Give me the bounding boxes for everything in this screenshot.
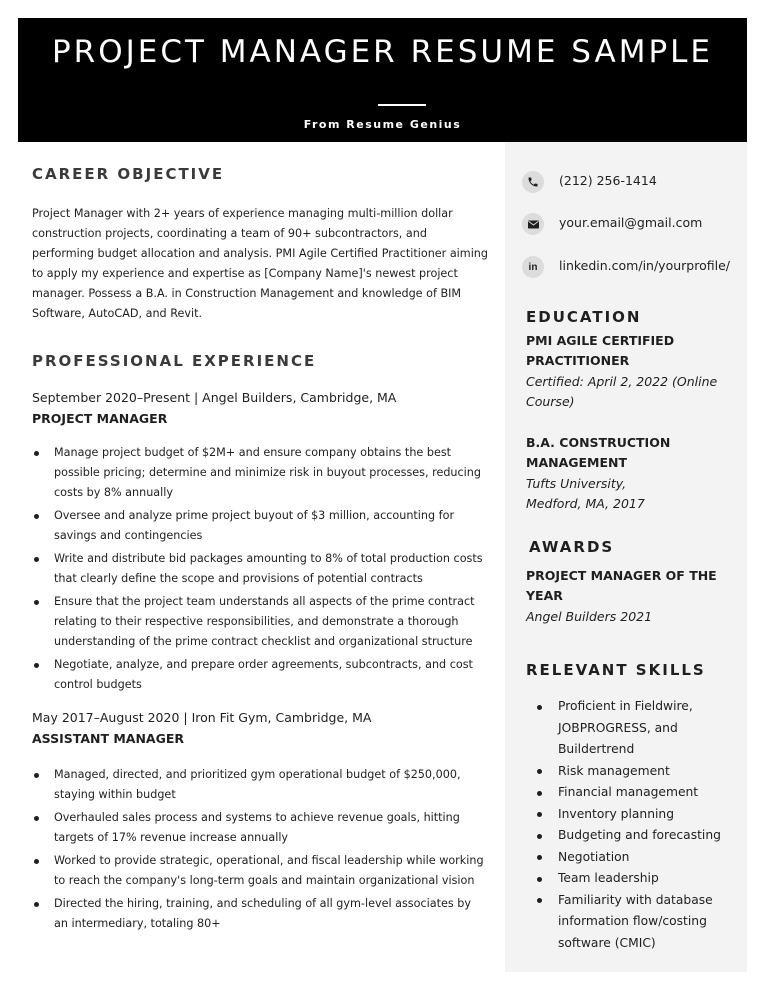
career-objective-text: Project Manager with 2+ years of experience managing multi-million dollar construction projects, coordinating a team of 90+ subcontractors, and performing budget allocation and analysis. PMI Agile Certified Practitioner aiming to apply my experience and expertise as [Company Name]'s newest project manager. Possess a B.A. in Construction Management and knowledge of BIM Software, AutoCAD, and Revit.: [32, 207, 488, 320]
job-bullets-assistant-manager: [32, 765, 484, 937]
education-detail: Tufts University, Medford, MA, 2017: [526, 476, 645, 511]
awards-heading: AWARDS: [529, 538, 615, 556]
relevant-skills-heading: RELEVANT SKILLS: [526, 661, 706, 679]
list-item: Team leadership: [532, 868, 742, 890]
phone-number: (212) 256-1414: [559, 173, 657, 188]
job-title: ASSISTANT MANAGER: [32, 731, 185, 746]
list-item: Directed the hiring, training, and scheduling of all gym-level associates by an intermediary, totaling 80+: [32, 894, 484, 934]
resume-subtitle: From Resume Genius: [303, 118, 462, 131]
list-item: Budgeting and forecasting: [532, 825, 742, 847]
job-title: PROJECT MANAGER: [32, 411, 168, 426]
list-item: Familiarity with database information flow/costing software (CMIC): [532, 890, 742, 955]
award-title: PROJECT MANAGER OF THE YEAR: [526, 568, 717, 603]
job-bullets-project-manager: [32, 443, 484, 698]
linkedin-icon: in: [522, 256, 544, 278]
education-detail: Certified: April 2, 2022 (Online Course): [526, 374, 718, 409]
job-meta: May 2017–August 2020 | Iron Fit Gym, Cambridge, MA: [32, 710, 372, 725]
resume-header: [18, 18, 747, 142]
phone-icon: [522, 171, 544, 193]
list-item: Risk management: [532, 761, 742, 783]
list-item: Manage project budget of $2M+ and ensure company obtains the best possible pricing; determine and minimize risk in buyout processes, reducing costs by 8% annually: [32, 443, 484, 503]
professional-experience-heading: PROFESSIONAL EXPERIENCE: [32, 352, 317, 370]
education-title: PMI AGILE CERTIFIED PRACTITIONER: [526, 333, 675, 368]
header-divider: [378, 104, 426, 106]
envelope-icon: [522, 213, 544, 235]
career-objective-heading: CAREER OBJECTIVE: [32, 165, 225, 183]
award-detail: Angel Builders 2021: [526, 609, 653, 624]
education-title: B.A. CONSTRUCTION MANAGEMENT: [526, 435, 671, 470]
list-item: Overhauled sales process and systems to achieve revenue goals, hitting targets of 17% revenue increase annually: [32, 808, 484, 848]
list-item: Financial management: [532, 782, 742, 804]
linkedin-url[interactable]: linkedin.com/in/yourprofile/: [559, 258, 730, 273]
list-item: Write and distribute bid packages amounting to 8% of total production costs that clearly define the scope and provisions of potential contracts: [32, 549, 484, 589]
email-address[interactable]: your.email@gmail.com: [559, 215, 703, 230]
list-item: Inventory planning: [532, 804, 742, 826]
list-item: Oversee and analyze prime project buyout of $3 million, accounting for savings and contingencies: [32, 506, 484, 546]
list-item: Negotiation: [532, 847, 742, 869]
resume-title: PROJECT MANAGER RESUME SAMPLE: [51, 34, 714, 70]
job-meta: September 2020–Present | Angel Builders, Cambridge, MA: [32, 390, 397, 405]
list-item: Proficient in Fieldwire, JOBPROGRESS, and Buildertrend: [532, 696, 742, 761]
list-item: Managed, directed, and prioritized gym operational budget of $250,000, staying within budget: [32, 765, 484, 805]
list-item: Negotiate, analyze, and prepare order agreements, subcontracts, and cost control budgets: [32, 655, 484, 695]
education-heading: EDUCATION: [526, 308, 642, 326]
skills-list: [532, 696, 742, 954]
list-item: Ensure that the project team understands all aspects of the prime contract relating to their respective responsibilities, and demonstrate a thorough understanding of the prime contract checklist and organizational structure: [32, 592, 484, 652]
list-item: Worked to provide strategic, operational, and fiscal leadership while working to reach the company's long-term goals and maintain organizational vision: [32, 851, 484, 891]
